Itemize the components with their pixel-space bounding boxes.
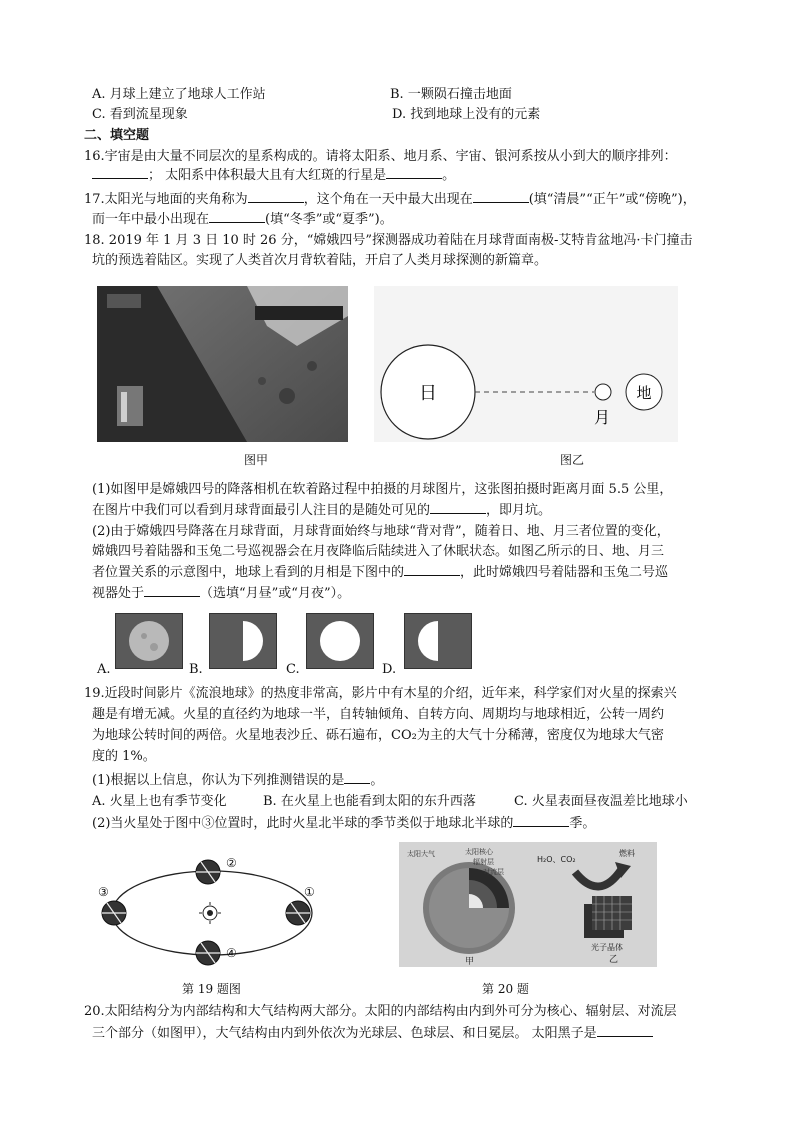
q19-opt-b: B. 在火星上也能看到太阳的东升西落 — [263, 794, 476, 809]
q18-p1-line1: (1)如图甲是嫦娥四号的降落相机在软着路过程中拍摄的月球图片，这张图拍摄时距离月面 5.5 公里， — [92, 482, 673, 497]
sun-structure-figure — [399, 842, 657, 967]
earth-label: 地 — [636, 384, 652, 402]
q20-line1: 20.太阳结构分为内部结构和大气结构两大部分。太阳的内部结构由内到外可分为核心、辐射层、对流层 — [84, 1004, 677, 1019]
fig-yi-caption: 图乙 — [560, 453, 585, 467]
answer-blank[interactable] — [248, 190, 304, 203]
orbit-mark-4: ④ — [226, 946, 237, 960]
answer-blank[interactable] — [430, 501, 486, 514]
sun-earth-moon-diagram — [374, 286, 678, 442]
moon-phase-a[interactable] — [115, 613, 183, 669]
option-c: C. 看到流星现象 — [92, 107, 188, 122]
q19-line1: 19.近段时间影片《流浪地球》的热度非常高，影片中有木星的介绍，近年来，科学家们对火星的探索兴 — [84, 686, 677, 701]
q19-opt-c: C. 火星表面昼夜温差比地球小 — [514, 794, 688, 809]
answer-blank[interactable] — [344, 771, 370, 784]
q18-p2-line4: 视器处于 （选填“月昼”或“月夜”）。 — [92, 586, 351, 601]
answer-blank[interactable] — [513, 814, 569, 827]
option-a: A. 月球上建立了地球人工作站 — [92, 87, 266, 102]
label-jia: 甲 — [465, 957, 475, 967]
label-photonic-crystal: 光子晶体 — [591, 943, 623, 952]
answer-blank[interactable] — [597, 1024, 653, 1037]
section-title: 二、填空题 — [84, 128, 150, 143]
answer-blank[interactable] — [386, 166, 442, 179]
q17-line1: 17.太阳光与地面的夹角称为 ，这个角在一天中最大出现在 (填“清晨”“正午”或“傍晚”)， — [84, 192, 696, 207]
q18-line1: 18. 2019 年 1 月 3 日 10 时 26 分，“嫦娥四号”探测器成功着陆在月球背面南极-艾特肯盆地冯·卡门撞击 — [84, 233, 693, 248]
label-h2o-co2: H₂O、CO₂ — [537, 855, 576, 864]
opt-b-label: B. — [189, 662, 203, 677]
q18-p1-line2: 在图片中我们可以看到月球背面最引人注目的是随处可见的 ，即月坑。 — [92, 503, 552, 518]
moon-label: 月 — [593, 408, 611, 427]
fig19-caption: 第 19 题图 — [182, 982, 241, 996]
q19-line2: 趣是有增无减。火星的直径约为地球一半，自转轴倾角、自转方向、周期均与地球相近，公转一周约 — [92, 707, 665, 722]
moon-phase-d[interactable] — [404, 613, 472, 669]
orbit-mark-3: ③ — [98, 885, 109, 899]
q18-p2-line3: 者位置关系的示意图中，地球上看到的月相是下图中的 ，此时嫦娥四号着陆器和玉兔二号巡 — [92, 565, 669, 580]
answer-blank[interactable] — [209, 210, 265, 223]
q16-line2: ； 太阳系中体积最大且有大红斑的行星是 。 — [92, 166, 455, 185]
answer-blank[interactable] — [144, 584, 200, 597]
q18-p2-line2: 嫦娥四号着陆器和玉兔二号巡视器会在月夜降临后陆续进入了休眠状态。如图乙所示的日、地、月三 — [92, 544, 665, 559]
q19-p2: (2)当火星处于图中③位置时，此时火星北半球的季节类似于地球北半球的 季。 — [92, 816, 596, 831]
label-convection-layer: 对流层 — [483, 868, 504, 876]
q20-line2: 三个部分（如图甲），大气结构由内到外依次为光球层、色球层、和日冕层。 太阳黑子是 — [92, 1024, 653, 1043]
answer-blank[interactable] — [473, 190, 529, 203]
label-yi: 乙 — [609, 955, 619, 965]
option-b: B. 一颗陨石撞击地面 — [390, 87, 512, 102]
label-fuel: 燃料 — [619, 849, 635, 858]
mars-orbit-diagram — [92, 850, 342, 980]
opt-c-label: C. — [286, 662, 300, 677]
answer-blank[interactable] — [92, 166, 148, 179]
label-sun-atmosphere: 太阳大气 — [407, 850, 435, 858]
fig-jia-caption: 图甲 — [244, 453, 269, 467]
q19-opt-a: A. 火星上也有季节变化 — [92, 794, 227, 809]
fig20-caption: 第 20 题 — [482, 982, 529, 996]
q16-line1: 16.宇宙是由大量不同层次的星系构成的。请将太阳系、地月系、宇宙、银河系按从小到大的顺序排列： — [84, 149, 677, 164]
moon-phase-c[interactable] — [306, 613, 374, 669]
orbit-mark-1: ① — [304, 885, 315, 899]
moon-phase-b[interactable] — [209, 613, 277, 669]
q19-line4: 度的 1%。 — [92, 749, 156, 764]
answer-blank[interactable] — [404, 563, 460, 576]
label-radiation-layer: 辐射层 — [473, 858, 494, 866]
option-d: D. 找到地球上没有的元素 — [392, 107, 541, 122]
q19-line3: 为地球公转时间的两倍。火星地表沙丘、砾石遍布，CO₂为主的大气十分稀薄，密度仅为地球大气密 — [92, 728, 664, 743]
label-sun-core: 太阳核心 — [465, 848, 493, 856]
opt-a-label: A. — [97, 662, 111, 677]
q18-line2: 坑的预选着陆区。实现了人类首次月背软着陆，开启了人类月球探测的新篇章。 — [92, 253, 548, 268]
q18-p2-line1: (2)由于嫦娥四号降落在月球背面，月球背面始终与地球“背对背”，随着日、地、月三者位置的变化， — [92, 524, 670, 539]
opt-d-label: D. — [382, 662, 397, 677]
q19-p1: (1)根据以上信息，你认为下列推测错误的是 。 — [92, 773, 384, 788]
sun-label: 日 — [419, 383, 437, 404]
q17-line2: 而一年中最小出现在 (填“冬季”或“夏季”)。 — [92, 212, 393, 227]
orbit-mark-2: ② — [226, 856, 237, 870]
landing-photo — [97, 286, 348, 442]
